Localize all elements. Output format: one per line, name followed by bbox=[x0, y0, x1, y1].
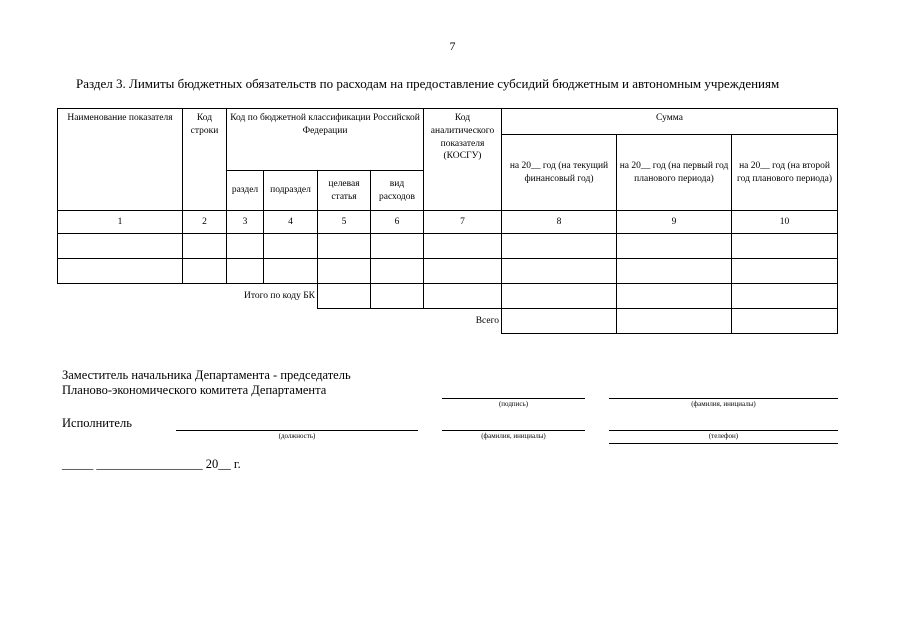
column-number: 7 bbox=[424, 211, 502, 234]
table-cell bbox=[227, 259, 264, 284]
deputy-title-line1: Заместитель начальника Департамента - председатель bbox=[62, 368, 351, 382]
table-cell bbox=[371, 284, 424, 309]
phone-caption: (телефон) bbox=[708, 432, 739, 440]
table-cell bbox=[502, 259, 617, 284]
header-analytic-code: Код аналитического показателя (КОСГУ) bbox=[424, 109, 502, 211]
table-cell bbox=[318, 284, 371, 309]
table-cell bbox=[371, 234, 424, 259]
table-cell bbox=[264, 259, 318, 284]
table-cell bbox=[318, 234, 371, 259]
section-title: Раздел 3. Лимиты бюджетных обязательств по расходам на предоставление субсидий бюджетным и автономным учреждениям bbox=[76, 76, 780, 91]
page-number: 7 bbox=[449, 39, 456, 53]
table-cell bbox=[502, 284, 617, 309]
phone-underline bbox=[609, 443, 838, 444]
limits-table bbox=[57, 108, 838, 334]
table-cell bbox=[732, 234, 838, 259]
executor-name-caption: (фамилия, инициалы) bbox=[481, 432, 546, 440]
signature-caption: (подпись) bbox=[498, 400, 529, 408]
header-year-first: на 20__ год (на первый год планового периода) bbox=[617, 135, 732, 211]
table-cell bbox=[617, 309, 732, 334]
column-number: 6 bbox=[371, 211, 424, 234]
table-cell bbox=[502, 234, 617, 259]
header-year-current: на 20__ год (на текущий финансовый год) bbox=[502, 135, 617, 211]
table-row bbox=[58, 234, 838, 259]
table-cell bbox=[424, 284, 502, 309]
total-row bbox=[58, 309, 838, 334]
column-number: 1 bbox=[58, 211, 183, 234]
column-number: 8 bbox=[502, 211, 617, 234]
column-number: 4 bbox=[264, 211, 318, 234]
date-line: _____ _________________ 20__ г. bbox=[62, 457, 241, 471]
header-row-code: Код строки bbox=[183, 109, 227, 211]
column-number-row bbox=[58, 211, 838, 234]
table-cell bbox=[371, 259, 424, 284]
header-expense-type: вид расходов bbox=[371, 171, 424, 211]
header-sum: Сумма bbox=[502, 109, 838, 135]
header-target-item: целевая статья bbox=[318, 171, 371, 211]
table-cell bbox=[502, 309, 617, 334]
table-cell bbox=[264, 234, 318, 259]
column-number: 3 bbox=[227, 211, 264, 234]
table-cell bbox=[183, 259, 227, 284]
table-cell bbox=[318, 259, 371, 284]
table-cell bbox=[617, 284, 732, 309]
column-number: 2 bbox=[183, 211, 227, 234]
total-bk-label: Итого по коду БК bbox=[244, 290, 315, 301]
table-cell bbox=[183, 234, 227, 259]
position-line bbox=[176, 430, 418, 431]
name-caption: (фамилия, инициалы) bbox=[691, 400, 756, 408]
header-razdel: раздел bbox=[227, 171, 264, 211]
table-row bbox=[58, 259, 838, 284]
header-bk-code: Код по бюджетной классификации Российской Федерации bbox=[227, 109, 424, 171]
column-number: 10 bbox=[732, 211, 838, 234]
executor-name-line bbox=[442, 430, 585, 431]
header-name: Наименование показателя bbox=[58, 109, 183, 211]
deputy-title-line2: Планово-экономического комитета Департамента bbox=[62, 383, 327, 397]
table-cell bbox=[732, 284, 838, 309]
table-cell bbox=[58, 259, 183, 284]
name-line bbox=[609, 398, 838, 399]
table-cell bbox=[227, 234, 264, 259]
total-bk-row bbox=[58, 284, 838, 309]
position-caption: (должность) bbox=[278, 432, 316, 440]
total-label: Всего bbox=[475, 315, 499, 326]
column-number: 9 bbox=[617, 211, 732, 234]
phone-line bbox=[609, 430, 838, 431]
table-cell bbox=[58, 234, 183, 259]
table-cell bbox=[732, 259, 838, 284]
column-number: 5 bbox=[318, 211, 371, 234]
table-cell bbox=[617, 259, 732, 284]
table-cell bbox=[424, 259, 502, 284]
executor-label: Исполнитель bbox=[62, 416, 132, 430]
table-cell bbox=[424, 234, 502, 259]
header-year-second: на 20__ год (на второй год планового периода) bbox=[732, 135, 838, 211]
signature-line bbox=[442, 398, 585, 399]
table-cell bbox=[617, 234, 732, 259]
table-cell bbox=[732, 309, 838, 334]
header-podrazdel: подраздел bbox=[264, 171, 318, 211]
